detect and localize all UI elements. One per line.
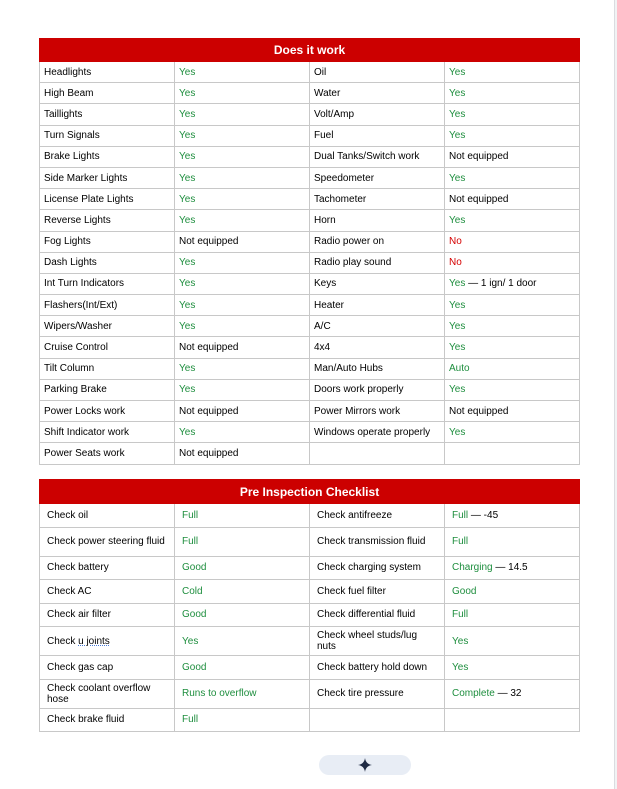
check-result-text: Yes: [452, 661, 469, 673]
check-label: [310, 580, 445, 604]
item-label: [310, 358, 445, 379]
item-status-text: Not equipped: [179, 236, 239, 248]
check-result: [445, 580, 580, 604]
check-result: [445, 603, 580, 627]
item-status: [445, 252, 580, 273]
check-label-text: Check transmission fluid: [317, 536, 426, 547]
item-label-text: License Plate Lights: [44, 193, 134, 205]
item-label: [310, 337, 445, 358]
item-label-text: Flashers(Int/Ext): [44, 299, 118, 311]
item-status: [175, 337, 310, 358]
item-label: [310, 401, 445, 422]
item-label: [310, 62, 445, 83]
item-label: [40, 231, 175, 252]
check-result: [445, 627, 580, 656]
table-row: [40, 556, 580, 580]
table-row: [40, 273, 580, 294]
item-label: [40, 252, 175, 273]
item-label-text: Int Turn Indicators: [44, 278, 125, 290]
table-row: [40, 104, 580, 125]
item-label-text: Dual Tanks/Switch work: [314, 151, 420, 163]
table-row: [40, 708, 580, 732]
check-label: [310, 504, 445, 528]
item-status-text: Yes: [449, 87, 466, 99]
item-label-text: Power Seats work: [44, 447, 125, 459]
item-status-text: Not equipped: [449, 151, 509, 163]
item-status-text: Yes: [179, 320, 196, 332]
gemini-sparkle-button[interactable]: [319, 755, 411, 775]
item-label: [310, 295, 445, 316]
table-row: [40, 337, 580, 358]
item-label-text: Parking Brake: [44, 384, 107, 396]
item-status: [175, 83, 310, 104]
check-result: [175, 708, 310, 732]
check-result-text: Yes: [182, 635, 199, 647]
table-row: [40, 146, 580, 167]
item-status-text: Yes: [179, 172, 196, 184]
does-it-work-title: Does it work: [40, 39, 580, 62]
check-label: [310, 603, 445, 627]
item-label: [40, 210, 175, 231]
check-label: [40, 627, 175, 656]
item-label-text: Turn Signals: [44, 130, 100, 142]
item-label-text: Keys: [314, 278, 337, 290]
item-status-text: Yes: [449, 320, 466, 332]
check-result: [445, 527, 580, 556]
check-label: [310, 708, 445, 732]
item-label-text: Horn: [314, 214, 336, 226]
check-result-text: Good: [182, 661, 207, 673]
result-note: — -45: [468, 509, 499, 521]
check-result-text: Full: [182, 509, 199, 521]
item-status: [175, 401, 310, 422]
item-label: [310, 189, 445, 210]
item-label: [40, 62, 175, 83]
check-label-text: Check wheel studs/lug nuts: [317, 630, 418, 652]
item-status: [445, 358, 580, 379]
item-status: [175, 316, 310, 337]
item-label: [40, 104, 175, 125]
item-status: [445, 443, 580, 464]
check-label-text: Check gas cap: [47, 661, 114, 673]
sparkle-icon: [358, 758, 372, 772]
check-label-underlined: u joints: [78, 635, 110, 647]
table-row: [40, 189, 580, 210]
item-label: [310, 379, 445, 400]
item-label-text: Reverse Lights: [44, 214, 111, 226]
item-status-text: Yes: [179, 151, 196, 163]
item-label-text: Man/Auto Hubs: [314, 363, 383, 375]
item-label: [40, 167, 175, 188]
check-label: [310, 656, 445, 680]
item-status: [445, 210, 580, 231]
item-label-text: Windows operate properly: [314, 426, 431, 438]
item-status: [445, 295, 580, 316]
item-label-text: Brake Lights: [44, 151, 100, 163]
item-status-text: Not equipped: [179, 447, 239, 459]
item-status-text: Yes: [179, 193, 196, 205]
check-label: [310, 556, 445, 580]
check-label-text: Check battery: [47, 562, 109, 574]
item-status: [445, 167, 580, 188]
table-row: [40, 422, 580, 443]
item-label-text: Radio power on: [314, 236, 385, 248]
item-label-text: Heater: [314, 299, 345, 311]
item-status-text: Yes: [179, 363, 196, 375]
item-label: [310, 210, 445, 231]
item-status: [175, 167, 310, 188]
item-label: [310, 104, 445, 125]
table-row: [40, 210, 580, 231]
item-label: [40, 422, 175, 443]
item-label-text: Radio play sound: [314, 257, 392, 269]
item-label-text: Dash Lights: [44, 257, 97, 269]
check-label-text: Check fuel filter: [317, 585, 386, 597]
check-result: [175, 603, 310, 627]
item-status-text: Not equipped: [179, 342, 239, 354]
check-result-text: Full: [452, 536, 469, 547]
item-status: [445, 379, 580, 400]
does-it-work-table: [39, 38, 580, 465]
item-status-text: Yes: [449, 214, 466, 226]
item-label-text: Shift Indicator work: [44, 426, 130, 438]
check-result-text: Yes: [452, 635, 469, 647]
item-status-text: Yes: [179, 108, 196, 120]
item-label: [310, 316, 445, 337]
item-status: [175, 443, 310, 464]
table-row: [40, 443, 580, 464]
item-status: [445, 104, 580, 125]
check-label: [40, 580, 175, 604]
pre-inspection-title: Pre Inspection Checklist: [40, 480, 580, 504]
check-label-text: Check antifreeze: [317, 509, 393, 521]
item-status-text: Yes: [179, 299, 196, 311]
item-label: [310, 252, 445, 273]
check-label: [40, 656, 175, 680]
table-row: [40, 627, 580, 656]
table-row: [40, 527, 580, 556]
item-label: [40, 379, 175, 400]
item-status-text: Yes: [449, 426, 466, 438]
item-status-text: Yes: [449, 342, 466, 354]
item-status-text: Not equipped: [449, 405, 509, 417]
check-result-text: Cold: [182, 585, 203, 597]
item-status: [175, 379, 310, 400]
item-label-text: Volt/Amp: [314, 108, 355, 120]
table-row: [40, 83, 580, 104]
item-status: [445, 146, 580, 167]
check-result: [175, 556, 310, 580]
table-row: [40, 316, 580, 337]
check-label-text: Check differential fluid: [317, 609, 416, 621]
item-status: [445, 189, 580, 210]
check-result-text: Good: [182, 609, 207, 621]
item-status: [445, 422, 580, 443]
table-row: [40, 379, 580, 400]
table-row: [40, 580, 580, 604]
item-label: [40, 146, 175, 167]
item-status: [175, 104, 310, 125]
table-row: [40, 167, 580, 188]
item-status-text: No: [449, 236, 462, 248]
table-row: [40, 295, 580, 316]
item-status-text: Yes: [449, 108, 466, 120]
item-status-text: Yes: [449, 299, 466, 311]
item-status-text: Yes: [179, 130, 196, 142]
item-status-text: Not equipped: [179, 405, 239, 417]
check-result-text: Full: [182, 536, 199, 547]
item-label: [40, 358, 175, 379]
status-note: — 1 ign/ 1 door: [465, 278, 537, 290]
item-status: [175, 62, 310, 83]
table-row: [40, 252, 580, 273]
item-status: [175, 231, 310, 252]
check-result: [175, 627, 310, 656]
check-result-text: Good: [452, 585, 477, 597]
check-result: [445, 708, 580, 732]
check-label-text: Check coolant overflow hose: [47, 682, 151, 705]
item-status: [175, 252, 310, 273]
check-result: [445, 656, 580, 680]
check-label-text: Check power steering fluid: [47, 536, 165, 547]
check-label-text: Check battery hold down: [317, 661, 428, 673]
item-status-text: Yes: [179, 257, 196, 269]
item-status: [445, 62, 580, 83]
check-label-text: Check tire pressure: [317, 688, 404, 699]
check-result: [175, 679, 310, 708]
item-label-text: A/C: [314, 320, 331, 332]
item-status-text: Yes: [449, 172, 466, 184]
check-label-text: Check brake fluid: [47, 714, 125, 726]
item-label-text: Taillights: [44, 108, 83, 120]
item-status: [175, 273, 310, 294]
item-status: [445, 316, 580, 337]
check-label: [40, 708, 175, 732]
item-label-text: Power Locks work: [44, 405, 126, 417]
table-row: [40, 358, 580, 379]
item-status-text: Yes: [179, 426, 196, 438]
item-label-text: High Beam: [44, 87, 94, 99]
item-status-text: Yes: [449, 278, 466, 290]
item-label: [310, 125, 445, 146]
table-row: [40, 504, 580, 528]
check-label-text: Check AC: [47, 585, 92, 597]
item-label: [310, 231, 445, 252]
item-status: [175, 422, 310, 443]
table-row: [40, 231, 580, 252]
item-label-text: Fuel: [314, 130, 334, 142]
check-result-text: Charging: [452, 562, 493, 574]
table-row: [40, 656, 580, 680]
item-label: [310, 83, 445, 104]
item-status: [445, 273, 580, 294]
item-status: [445, 401, 580, 422]
item-label: [310, 422, 445, 443]
item-status-text: No: [449, 257, 462, 269]
item-status-text: Yes: [179, 66, 196, 78]
item-label-text: 4x4: [314, 342, 331, 354]
item-status: [445, 231, 580, 252]
item-label-text: Oil: [314, 66, 327, 78]
check-label: [40, 679, 175, 708]
check-label: [40, 603, 175, 627]
check-label-text: Check oil: [47, 509, 89, 521]
item-status-text: Not equipped: [449, 193, 509, 205]
item-label: [40, 295, 175, 316]
item-label: [40, 337, 175, 358]
item-status-text: Yes: [179, 278, 196, 290]
item-status: [175, 125, 310, 146]
check-label: [310, 679, 445, 708]
item-status-text: Auto: [449, 363, 470, 375]
item-status: [175, 146, 310, 167]
item-label-text: Wipers/Washer: [44, 320, 112, 332]
check-label: [310, 527, 445, 556]
item-status: [445, 83, 580, 104]
check-label: [40, 556, 175, 580]
item-status-text: Yes: [449, 66, 466, 78]
check-label: [310, 627, 445, 656]
check-label-text: Check charging system: [317, 562, 421, 574]
item-status: [445, 125, 580, 146]
item-label-text: Tachometer: [314, 193, 367, 205]
item-label: [310, 443, 445, 464]
item-label: [40, 125, 175, 146]
item-status-text: Yes: [449, 130, 466, 142]
item-label: [310, 167, 445, 188]
check-result: [445, 556, 580, 580]
item-label-text: Headlights: [44, 66, 92, 78]
check-label: [40, 504, 175, 528]
table-row: [40, 125, 580, 146]
item-status: [175, 210, 310, 231]
item-label: [310, 273, 445, 294]
check-result-text: Complete: [452, 688, 495, 699]
item-label-text: Fog Lights: [44, 236, 91, 248]
check-result: [175, 656, 310, 680]
item-status: [445, 337, 580, 358]
item-label-text: Doors work properly: [314, 384, 404, 396]
item-status-text: Yes: [179, 214, 196, 226]
check-result-text: Full: [452, 509, 469, 521]
item-label: [40, 189, 175, 210]
check-result: [175, 580, 310, 604]
check-result: [175, 504, 310, 528]
table-row: [40, 679, 580, 708]
table-row: [40, 603, 580, 627]
check-result: [445, 504, 580, 528]
item-status: [175, 189, 310, 210]
item-label: [40, 401, 175, 422]
item-status-text: Yes: [179, 384, 196, 396]
table-row: [40, 62, 580, 83]
pre-inspection-table: [39, 479, 580, 732]
item-label: [40, 83, 175, 104]
item-label: [310, 146, 445, 167]
item-label: [40, 316, 175, 337]
item-label-text: Side Marker Lights: [44, 172, 128, 184]
result-note: — 32: [494, 688, 522, 699]
check-result-text: Runs to overflow: [182, 688, 257, 699]
result-note: — 14.5: [492, 562, 528, 574]
item-status: [175, 295, 310, 316]
item-status: [175, 358, 310, 379]
check-result: [175, 527, 310, 556]
item-label-text: Power Mirrors work: [314, 405, 401, 417]
check-label-text: Check: [47, 635, 79, 647]
check-result-text: Full: [182, 714, 199, 726]
check-result-text: Full: [452, 609, 469, 621]
item-label-text: Tilt Column: [44, 363, 95, 375]
item-label: [40, 443, 175, 464]
table-row: [40, 401, 580, 422]
item-status-text: Yes: [179, 87, 196, 99]
check-result-text: Good: [182, 562, 207, 574]
check-label-text: Check air filter: [47, 609, 111, 621]
item-label: [40, 273, 175, 294]
item-status-text: Yes: [449, 384, 466, 396]
check-label: [40, 527, 175, 556]
item-label-text: Water: [314, 87, 341, 99]
item-label-text: Cruise Control: [44, 342, 108, 354]
item-label-text: Speedometer: [314, 172, 375, 184]
check-result: [445, 679, 580, 708]
